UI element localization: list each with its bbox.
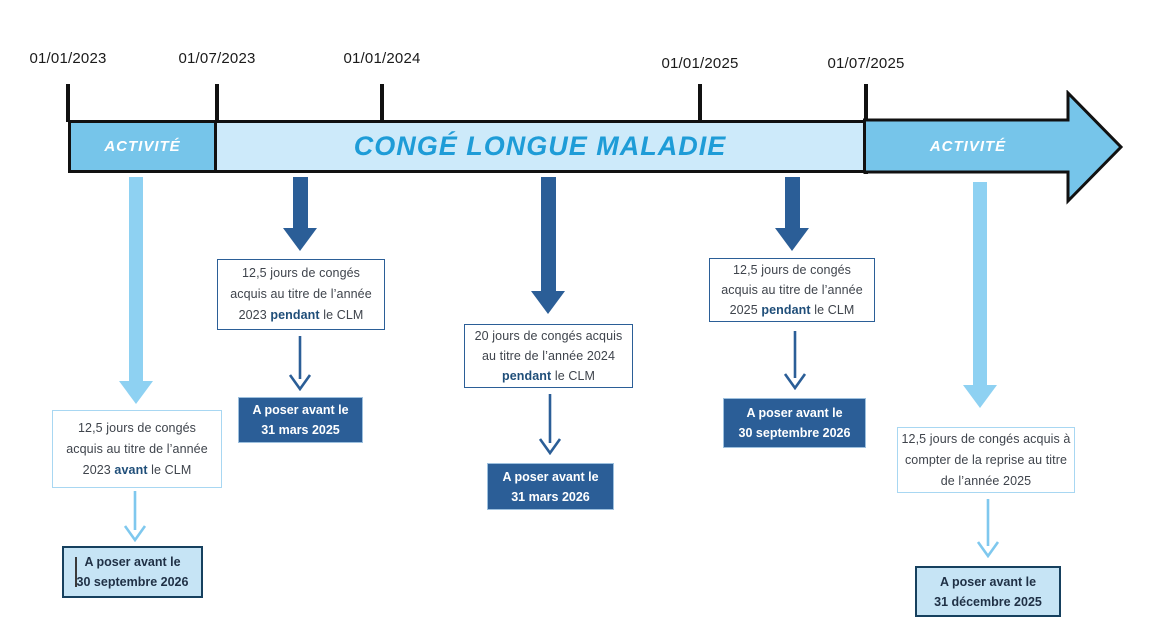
note-2024-pendant-clm <box>464 324 633 388</box>
badge-31-mars-2026 <box>487 463 614 510</box>
note-text: compter de la reprise au titre <box>904 452 1068 467</box>
note-line <box>465 346 632 366</box>
note-line <box>898 450 1074 471</box>
date-label-01-07-2025: 01/07/2025 <box>827 55 905 72</box>
note-line <box>710 300 874 320</box>
arrow-shaft <box>541 177 556 291</box>
note-line <box>465 326 632 346</box>
thin-down-arrow-icon-col5 <box>975 498 1001 558</box>
thin-down-arrow-icon-col2 <box>287 335 313 391</box>
badge-31-decembre-2025 <box>915 566 1061 617</box>
thin-down-arrow-icon-col1 <box>122 490 148 542</box>
note-text: 12,5 jours de congés acquis à <box>901 431 1071 446</box>
note-text: 12,5 jours de congés <box>732 263 852 277</box>
fat-down-arrow-icon-col5 <box>963 182 997 408</box>
note-text-bold: pendant <box>501 369 552 383</box>
badge-line2: 31 mars 2025 <box>261 423 340 437</box>
note-reprise-2025 <box>897 427 1075 493</box>
note-text: de l’année 2025 <box>940 473 1032 488</box>
tick-01-01-2025 <box>698 84 702 122</box>
note-text-bold: avant <box>114 462 148 477</box>
note-line <box>53 439 221 460</box>
note-line <box>465 366 632 386</box>
badge-divider-line <box>75 557 77 587</box>
arrow-head <box>531 291 565 314</box>
note-text: le CLM <box>319 308 364 322</box>
note-line <box>898 429 1074 450</box>
note-line <box>218 284 384 305</box>
note-line <box>218 263 384 284</box>
arrow-shaft <box>973 182 987 385</box>
badge-line2: 31 décembre 2025 <box>934 594 1042 609</box>
note-text: acquis au titre de l’année <box>721 283 863 297</box>
thin-down-arrow-icon-col3 <box>537 393 563 455</box>
badge-31-mars-2025 <box>238 397 363 443</box>
tick-01-07-2023 <box>215 84 219 122</box>
arrow-head <box>775 228 809 251</box>
note-text: 2023 <box>82 462 115 477</box>
arrow-shaft <box>785 177 800 228</box>
note-text: 20 jours de congés acquis <box>474 329 623 343</box>
date-label-01-01-2024: 01/01/2024 <box>343 50 421 67</box>
note-text: le CLM <box>147 462 192 477</box>
fat-down-arrow-icon-col2 <box>283 177 317 251</box>
note-text-bold: pendant <box>761 303 811 317</box>
tick-01-01-2024 <box>380 84 384 122</box>
fat-down-arrow-icon-col1 <box>119 177 153 404</box>
note-text: le CLM <box>810 303 855 317</box>
note-text: acquis au titre de l’année <box>66 441 208 456</box>
segment-activity-left-label: ACTIVITÉ <box>104 138 181 155</box>
note-2025-pendant-clm <box>709 258 875 322</box>
note-line <box>898 471 1074 492</box>
note-line <box>710 260 874 280</box>
note-text: le CLM <box>551 369 596 383</box>
note-text: 12,5 jours de congés <box>241 266 361 280</box>
arrow-shaft <box>293 177 308 228</box>
badge-line2: 30 septembre 2026 <box>738 426 851 440</box>
note-line <box>53 418 221 439</box>
badge-line1: A poser avant le <box>84 555 181 569</box>
note-text: acquis au titre de l’année <box>230 287 372 301</box>
segment-clm-label: CONGÉ LONGUE MALADIE <box>353 131 727 161</box>
note-text: 2025 <box>729 303 762 317</box>
badge-30-septembre-2026-left <box>62 546 203 598</box>
arrow-head <box>283 228 317 251</box>
tick-01-01-2023 <box>66 84 70 122</box>
badge-line2: 30 septembre 2026 <box>76 575 189 589</box>
note-text: 12,5 jours de congés <box>77 420 197 435</box>
date-label-01-07-2023: 01/07/2023 <box>178 50 256 67</box>
note-line <box>53 460 221 481</box>
thin-down-arrow-icon-col4 <box>782 330 808 390</box>
badge-30-septembre-2026-right <box>723 398 866 448</box>
date-label-01-01-2025: 01/01/2025 <box>661 55 739 72</box>
fat-down-arrow-icon-col4 <box>775 177 809 251</box>
badge-line2: 31 mars 2026 <box>511 489 590 504</box>
segment-clm <box>214 120 866 173</box>
note-text: au titre de l’année 2024 <box>481 349 616 363</box>
segment-activity-right-label: ACTIVITÉ <box>929 138 1007 155</box>
badge-line1: A poser avant le <box>746 406 843 420</box>
arrow-head <box>963 385 997 408</box>
segment-activity-left <box>68 120 217 173</box>
arrow-shaft <box>129 177 143 381</box>
note-text-bold: pendant <box>270 308 320 322</box>
note-line <box>218 305 384 326</box>
note-text: 2023 <box>238 308 271 322</box>
badge-line1: A poser avant le <box>939 574 1037 589</box>
note-2023-pendant-clm <box>217 259 385 330</box>
badge-line1: A poser avant le <box>252 403 349 417</box>
badge-line1: A poser avant le <box>502 469 599 484</box>
note-2023-avant-clm <box>52 410 222 488</box>
arrow-head <box>119 381 153 404</box>
fat-down-arrow-icon-col3 <box>531 177 565 314</box>
date-label-01-01-2023: 01/01/2023 <box>29 50 107 67</box>
note-line <box>710 280 874 300</box>
